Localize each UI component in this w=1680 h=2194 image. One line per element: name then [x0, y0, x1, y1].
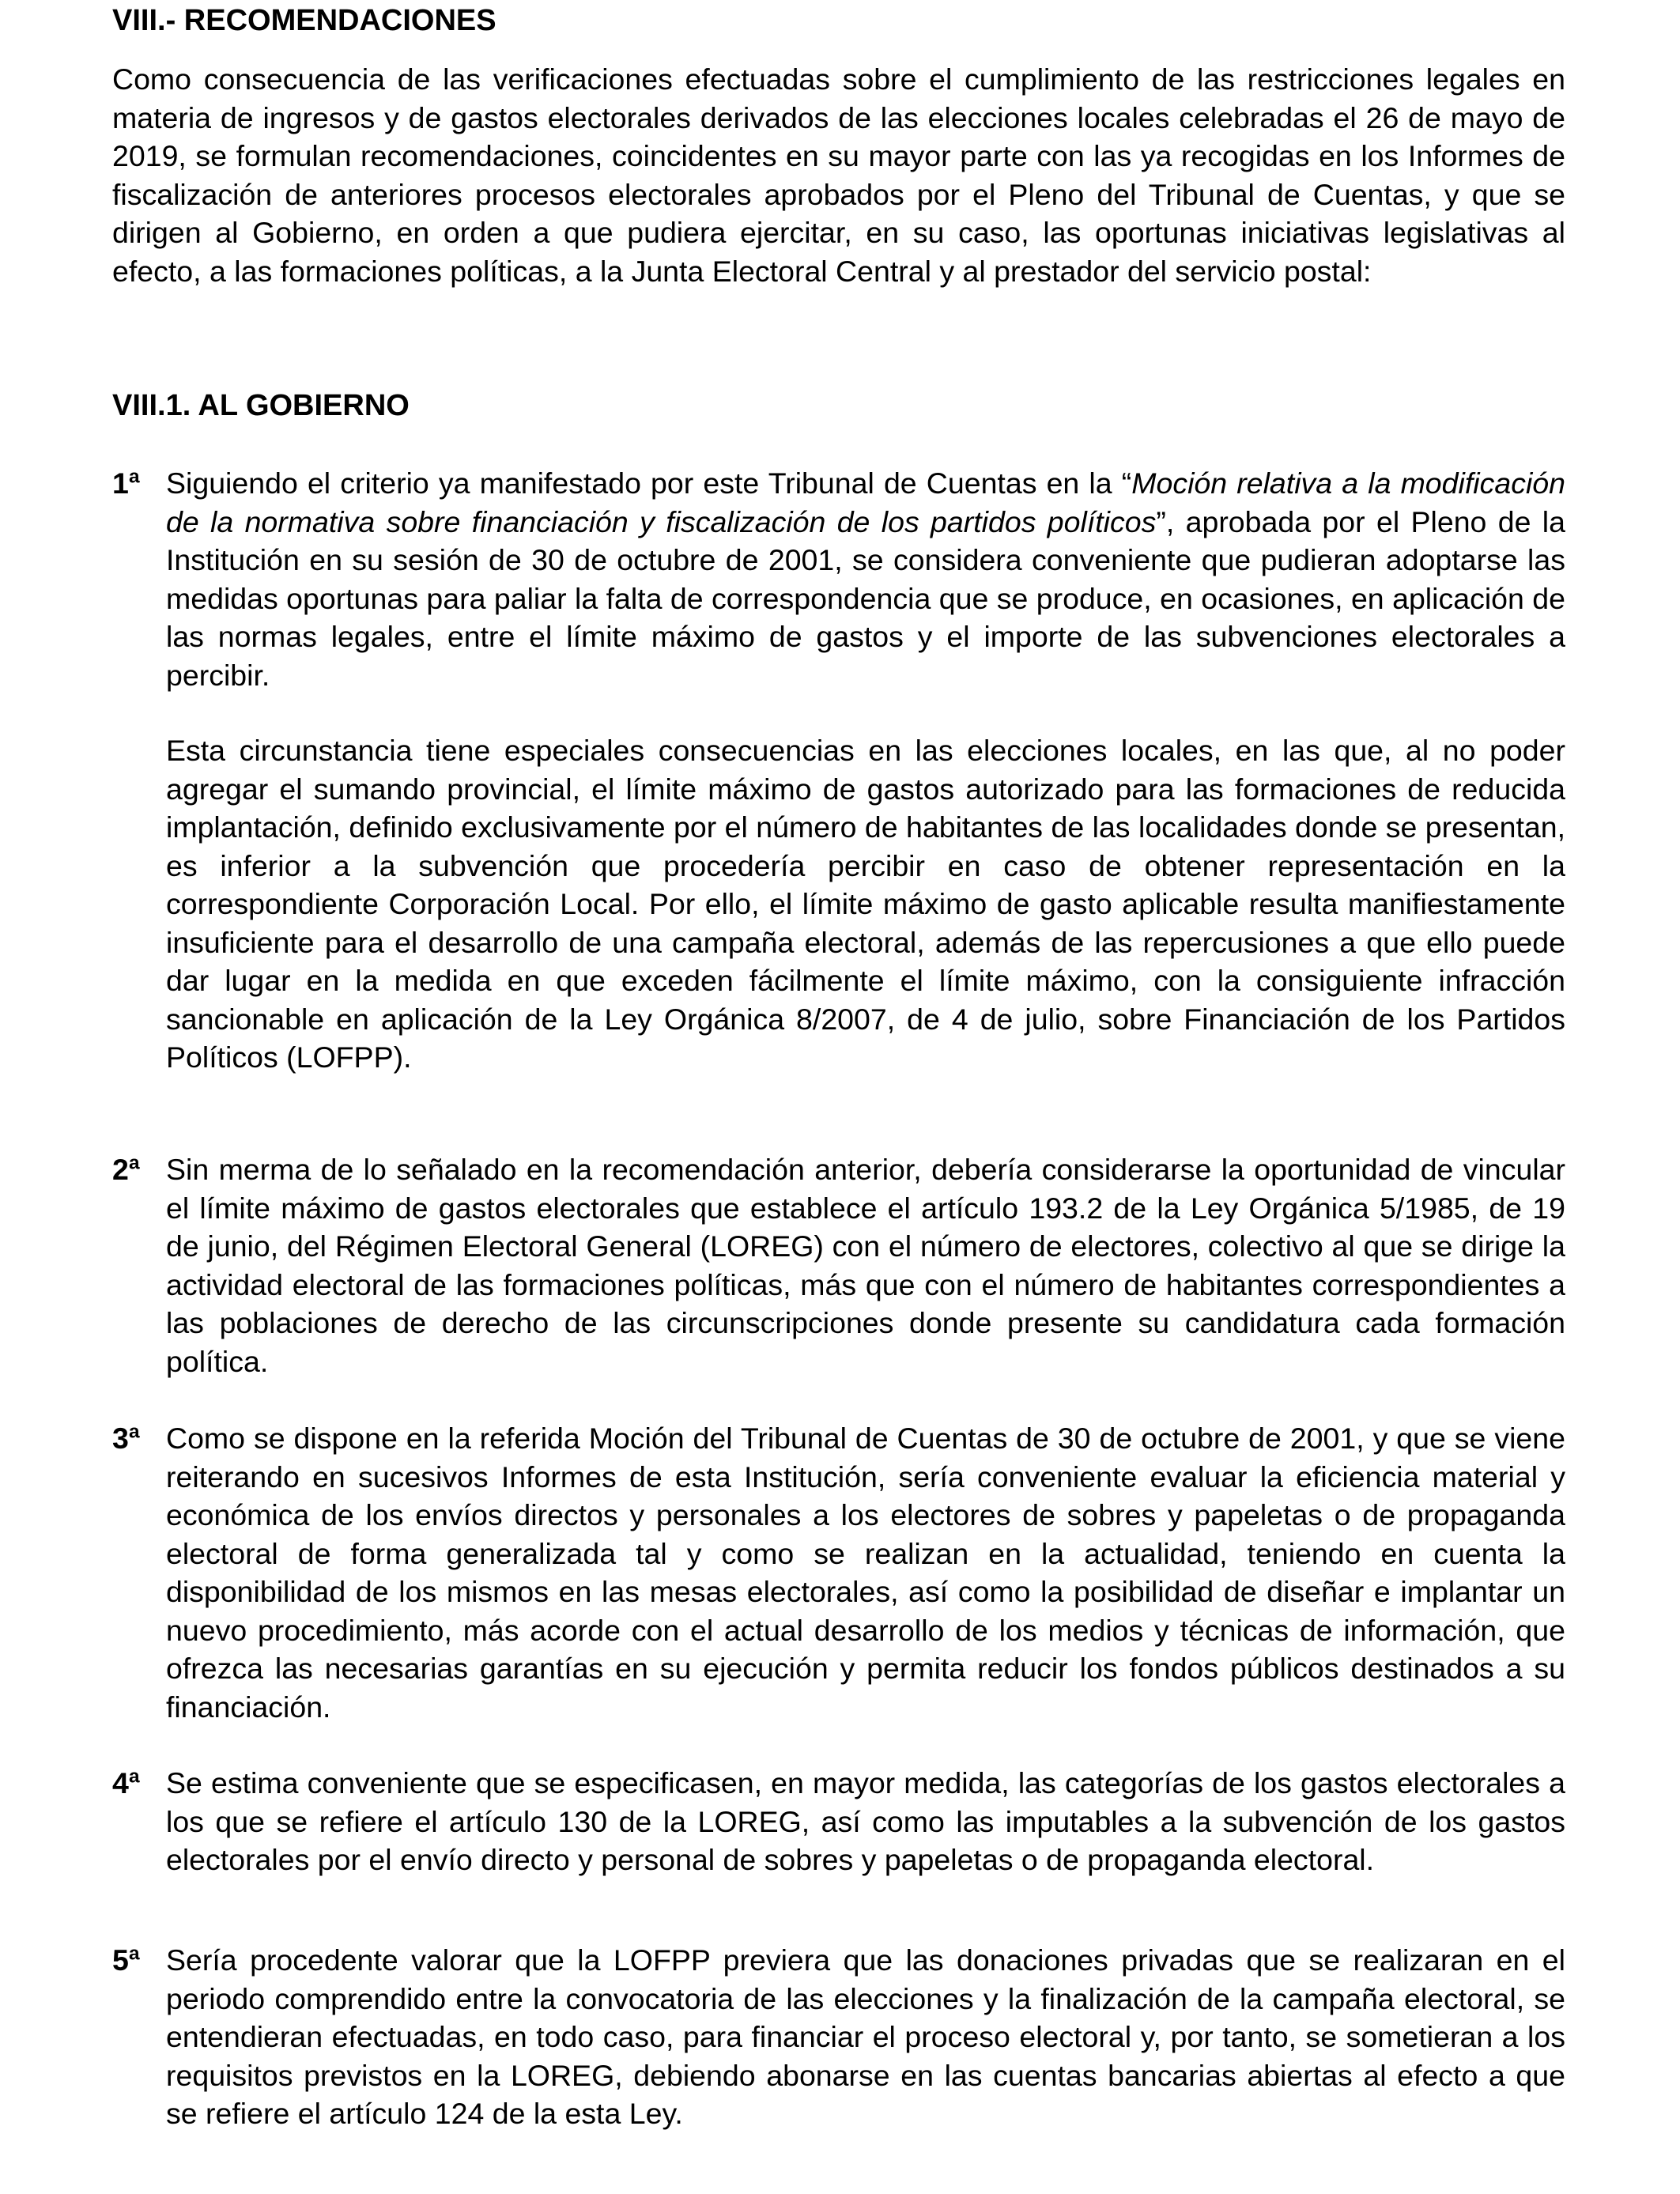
recommendation-number-1: 1ª [112, 466, 140, 500]
recommendation-number-2: 2ª [112, 1153, 140, 1186]
recommendation-number-5: 5ª [112, 1943, 140, 1977]
recommendation-number-3: 3ª [112, 1422, 140, 1455]
intro-paragraph: Como consecuencia de las verificaciones efectuadas sobre el cumplimiento de las restricciones legales en materia de ingresos y de gastos electorales derivados de las elecciones locales celebradas el 26 de mayo de 2019, se formulan recomendaciones, coincidentes en su mayor parte con las ya recogidas en los Informes de fiscalización de anteriores procesos electorales aprobados por el Pleno del Tribunal de Cuentas, y que se dirigen al Gobierno, en orden a que pudiera ejercitar, en su caso, las oportunas iniciativas legislativas al efecto, a las formaciones políticas, a la Junta Electoral Central y al prestador del servicio postal: [112, 62, 1565, 288]
recommendation-3-paragraph: Como se dispone en la referida Moción del Tribunal de Cuentas de 30 de octubre de 2001, y que se viene reiterando en sucesivos Informes de esta Institución, sería conveniente evaluar la eficiencia material y económica de los envíos directos y personales a los electores de sobres y papeletas o de propaganda electoral de forma generalizada tal y como se realizan en la actualidad, teniendo en cuenta la disponibilidad de los mismos en las mesas electorales, así como la posibilidad de diseñar e implantar un nuevo procedimiento, más acorde con el actual desarrollo de los medios y técnicas de información, que ofrezca las necesarias garantías en su ejecución y permita reducir los fondos públicos destinados a su financiación. [166, 1422, 1565, 1724]
recommendation-5-paragraph: Sería procedente valorar que la LOFPP previera que las donaciones privadas que se realizaran en el periodo comprendido entre la convocatoria de las elecciones y la finalización de la campaña electoral, se entendieran efectuadas, en todo caso, para financiar el proceso electoral y, por tanto, se sometieran a los requisitos previstos en la LOREG, debiendo abonarse en las cuentas bancarias abiertas al efecto a que se refiere el artículo 124 de la esta Ley. [166, 1943, 1565, 2130]
subsection-heading-gobierno: VIII.1. AL GOBIERNO [112, 389, 410, 422]
recommendation-1-text-after: ”, aprobada por el Pleno de la Institución en su sesión de 30 de octubre de 2001, se considera conveniente que pudieran adoptarse las medidas oportunas para paliar la falta de correspondencia que se produce, en ocasiones, en aplicación de las normas legales, entre el límite máximo de gastos y el importe de las subvenciones electorales a percibir. [166, 504, 1565, 692]
mocion-title: Moción relativa a la modificación de la normativa sobre financiación y fiscalización de los partidos políticos [166, 466, 1565, 538]
recommendation-1-paragraph-2: Esta circunstancia tiene especiales consecuencias en las elecciones locales, en las que, al no poder agregar el sumando provincial, el límite máximo de gastos autorizado para las formaciones de reducida implantación, definido exclusivamente por el número de habitantes de las localidades donde se presentan, es inferior a la subvención que procedería percibir en caso de obtener representación en la correspondiente Corporación Local. Por ello, el límite máximo de gasto aplicable resulta manifiestamente insuficiente para el desarrollo de una campaña electoral, además de las repercusiones a que ello puede dar lugar en la medida en que exceden fácilmente el límite máximo, con la consiguiente infracción sancionable en aplicación de la Ley Orgánica 8/2007, de 4 de julio, sobre Financiación de los Partidos Políticos (LOFPP). [166, 734, 1565, 1074]
recommendation-4-paragraph: Se estima conveniente que se especificasen, en mayor medida, las categorías de los gastos electorales a los que se refiere el artículo 130 de la LOREG, así como las imputables a la subvención de los gastos electorales por el envío directo y personal de sobres y papeletas o de propaganda electoral. [166, 1766, 1565, 1876]
recommendation-2-paragraph: Sin merma de lo señalado en la recomendación anterior, debería considerarse la oportunidad de vincular el límite máximo de gastos electorales que establece el artículo 193.2 de la Ley Orgánica 5/1985, de 19 de junio, del Régimen Electoral General (LOREG) con el número de electores, colectivo al que se dirige la actividad electoral de las formaciones políticas, más que con el número de habitantes correspondientes a las poblaciones de derecho de las circunscripciones donde presente su candidatura cada formación política. [166, 1153, 1565, 1378]
recommendation-1-text-before: Siguiendo el criterio ya manifestado por este Tribunal de Cuentas en la “ [166, 466, 1132, 500]
section-heading-recomendaciones: VIII.- RECOMENDACIONES [112, 4, 496, 37]
recommendation-number-4: 4ª [112, 1766, 140, 1799]
recommendation-1-paragraph-1 [166, 464, 1565, 694]
